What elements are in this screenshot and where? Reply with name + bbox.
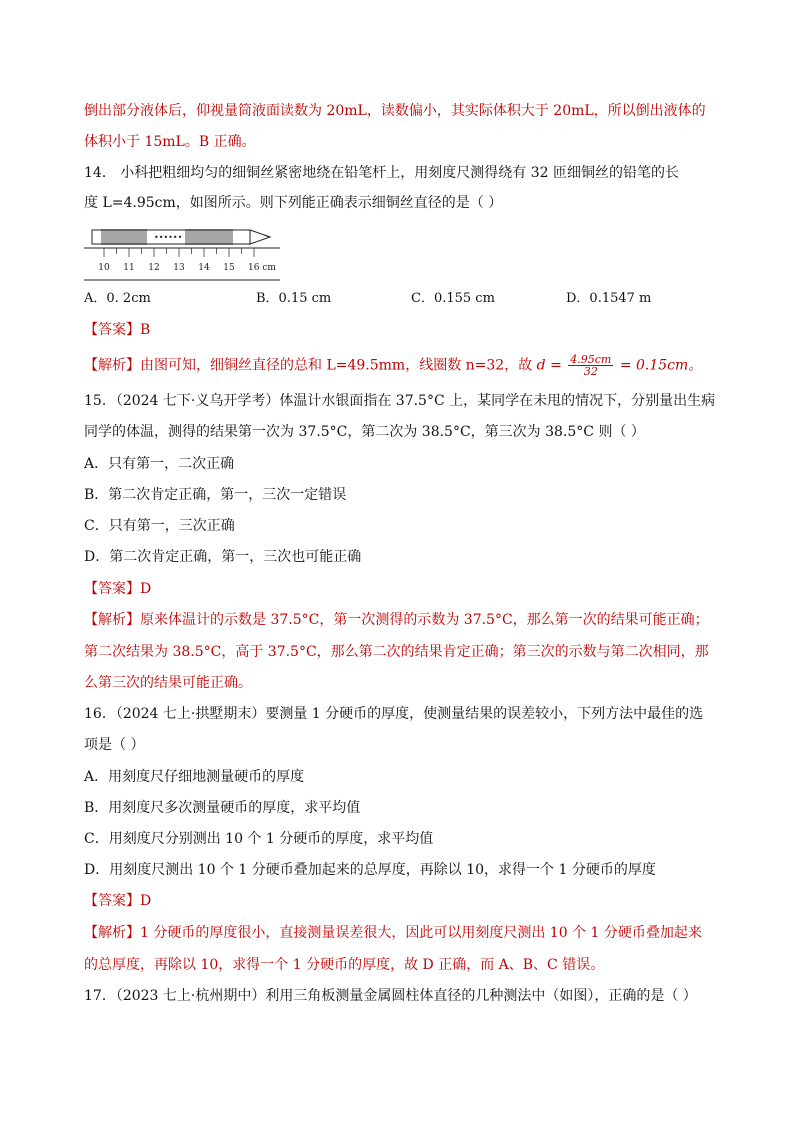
q14-answer: 【答案】B: [84, 322, 151, 338]
q15-option-d: D．第二次肯定正确，第一，三次也可能正确: [84, 549, 362, 565]
q14-option-b: B．0.15 cm: [256, 291, 332, 306]
q16-explanation-line2: 的总厚度，再除以 10，求得一个 1 分硬币的厚度，故 D 正确，而 A、B、C 错误。: [84, 957, 605, 973]
q16-answer: 【答案】D: [84, 893, 152, 909]
q16-stem-line1: 16．（2024 七上·拱墅期末）要测量 1 分硬币的厚度，使测量结果的误差较小，下列方法中最佳的选: [84, 706, 704, 722]
q15-explanation-line1: 【解析】原来体温计的示数是 37.5°C，第一次测得的示数为 37.5°C，那么第一次的结果可能正确；: [84, 612, 709, 628]
q15-answer: 【答案】D: [84, 581, 152, 597]
q15-option-a: A．只有第一，二次正确: [84, 456, 235, 472]
q16-option-c: C．用刻度尺分别测出 10 个 1 分硬币的厚度，求平均值: [84, 831, 434, 847]
q15-option-b: B．第二次肯定正确，第一，三次一定错误: [84, 487, 347, 503]
q15-stem-line1: 15．（2024 七下·义乌开学考）体温计水银面指在 37.5°C 上，某同学在未甩的情况下，分别量出生病: [84, 393, 716, 409]
q14-formula-numerator: 4.95cm: [570, 353, 612, 366]
q14-option-a: A．0. 2cm: [84, 291, 151, 306]
q14-stem-line2: 度 L=4.95cm，如图所示。则下列能正确表示细铜丝直径的是（ ）: [84, 195, 503, 211]
q14-formula-denominator: 32: [583, 365, 598, 378]
pencil-ruler-svg: [84, 224, 284, 282]
ruler-tick-11: 11: [123, 263, 135, 273]
q13-explanation-line2: 体积小于 15mL。B 正确。: [84, 134, 256, 150]
ruler-tick-13: 13: [173, 263, 185, 273]
svg-text:••••••: ••••••: [154, 233, 183, 242]
q14-formula-rhs: = 0.15cm。: [619, 357, 703, 374]
ruler-tick-10: 10: [98, 263, 110, 273]
ruler-tick-16cm: 16 cm: [248, 263, 276, 273]
q14-explain-text: 由图可知，细铜丝直径的总和 L=49.5mm，线圈数 n=32，故: [140, 357, 533, 374]
q14-option-c: C．0.155 cm: [411, 291, 495, 306]
q16-stem-line2: 项是（ ）: [84, 737, 145, 753]
q15-option-c: C．只有第一，三次正确: [84, 518, 235, 534]
q15-stem-line2: 同学的体温，测得的结果第一次为 37.5°C，第二次为 38.5°C，第三次为 38.5°C 则（ ）: [84, 424, 645, 440]
ruler-tick-14: 14: [198, 263, 210, 273]
ruler-tick-12: 12: [148, 263, 160, 273]
q14-stem-line1: 14． 小科把粗细均匀的细铜丝紧密地绕在铅笔杆上，用刻度尺测得绕有 32 匝细铜丝的铅笔的长: [84, 165, 679, 181]
q16-option-d: D．用刻度尺测出 10 个 1 分硬币叠加起来的总厚度，再除以 10，求得一个 1 分硬币的厚度: [84, 862, 656, 878]
q14-explanation: [84, 354, 702, 377]
q16-explanation-line1: 【解析】1 分硬币的厚度很小，直接测量误差很大，因此可以用刻度尺测出 10 个 1 分硬币叠加起来: [84, 925, 702, 941]
q16-option-b: B．用刻度尺多次测量硬币的厚度，求平均值: [84, 800, 361, 816]
q16-option-a: A．用刻度尺仔细地测量硬币的厚度: [84, 769, 305, 785]
q14-formula-lhs: d =: [536, 357, 562, 374]
q14-option-d: D．0.1547 m: [566, 291, 652, 306]
q14-explain-label: 【解析】: [84, 357, 140, 374]
q15-explanation-line3: 么第三次的结果可能正确。: [84, 675, 252, 691]
q14-formula-fraction: [568, 354, 613, 377]
ruler-tick-15: 15: [223, 263, 235, 273]
q14-pencil-ruler-figure: [84, 224, 284, 286]
q13-explanation-line1: 倒出部分液体后，仰视量筒液面读数为 20mL，读数偏小，其实际体积大于 20mL，所以倒出液体的: [84, 103, 706, 119]
q15-explanation-line2: 第二次结果为 38.5°C，高于 37.5°C，那么第二次的结果肯定正确；第三次的示数与第二次相同，那: [84, 644, 709, 660]
q17-stem-line1: 17．（2023 七上·杭州期中）利用三角板测量金属圆柱体直径的几种测法中（如图），正确的是（ ）: [84, 988, 697, 1004]
